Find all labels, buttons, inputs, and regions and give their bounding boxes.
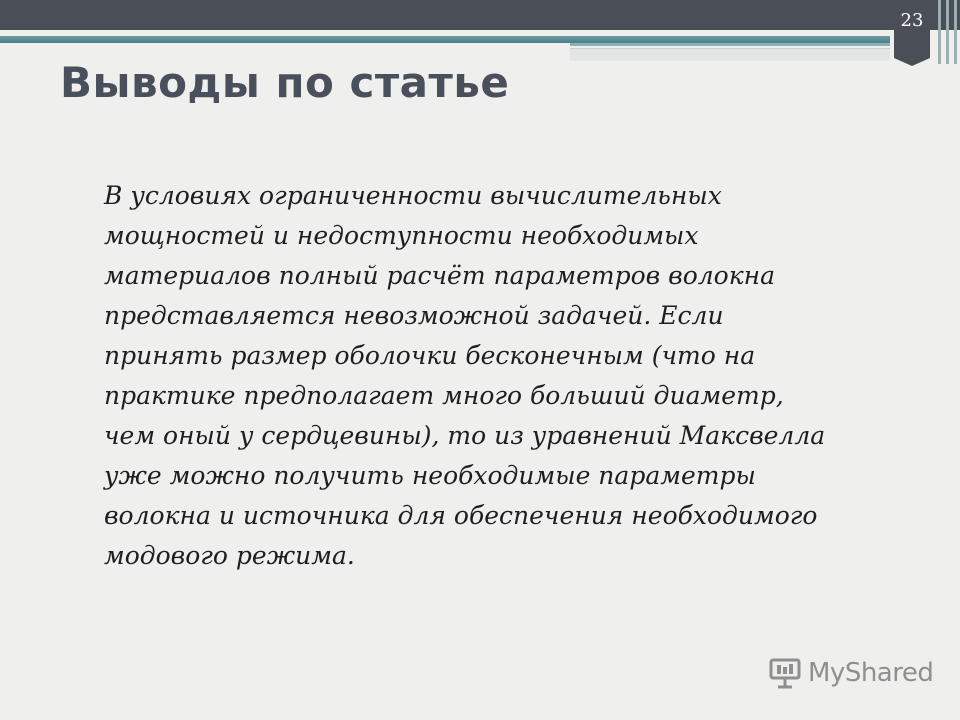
slide-number: 23: [900, 10, 924, 31]
right-decorative-lines: [936, 0, 960, 64]
light-accent-strip: [570, 48, 890, 61]
teal-accent-line: [0, 36, 890, 43]
slide-body-text: В условиях ограниченности вычислительных мощностей и недоступности необходимых материалов полный расчёт параметров волокна представляется невозможной задачей. Если принять размер оболочки бесконечным (что на практике предполагает много больший диаметр, чем оный у сердцевины), то из уравнений Максвелла уже можно получить необходимые параметры волокна и источника для обеспечения необходимого модового режима.: [104, 181, 826, 570]
presentation-screen-icon: [768, 656, 802, 690]
watermark-text: MyShared: [808, 658, 934, 688]
slide-title: Выводы по статье: [60, 58, 510, 107]
watermark-logo: [768, 656, 933, 690]
top-decorative-bar: [0, 0, 960, 30]
teal-accent-line-secondary: [570, 43, 890, 46]
